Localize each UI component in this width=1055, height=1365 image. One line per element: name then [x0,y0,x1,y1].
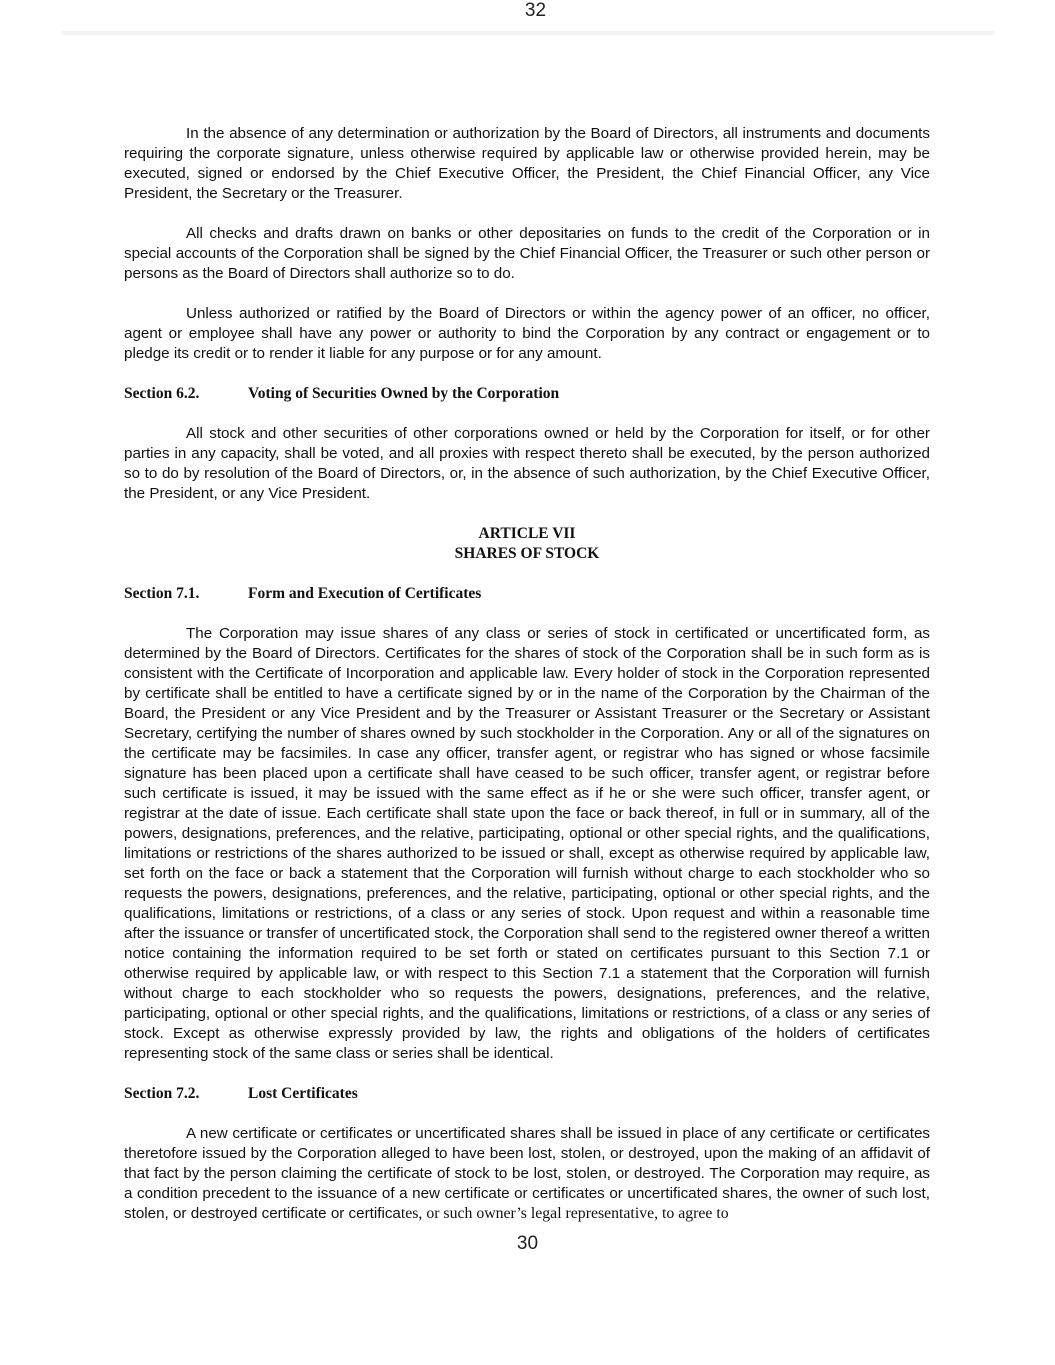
document-body [124,124,930,1244]
paragraph-voting-securities: All stock and other securities of other corporations owned or held by the Corporation for itself, or for other parties in any capacity, shall be voted, and all proxies with respect thereto shall be executed, by the person authorized so to do by resolution of the Board of Directors, or, in the absence of such authorization, by the Chief Executive Officer, the President, or any Vice President. [124,425,930,502]
paragraph-authority: Unless authorized or ratified by the Board of Directors or within the agency power of an officer, no officer, agent or employee shall have any power or authority to bind the Corporation by any contract or engagement or to pledge its credit or to render it liable for any purpose or for any amount. [124,305,930,362]
paragraph-lost-certificates [124,1124,930,1224]
section-heading-7-1 [124,584,930,604]
page-divider [62,31,994,35]
section-heading-7-2 [124,1084,930,1104]
paragraph-text-tail: tes, or such owner’s legal representative, to agree to [400,1205,729,1222]
article-title: SHARES OF STOCK [454,545,600,562]
section-title: Voting of Securities Owned by the Corporation [248,385,560,402]
article-number: ARTICLE VII [478,525,576,542]
paragraph-text: A new certificate or certificates or uncertificated shares shall be issued in place of any certificate or certificates theretofore issued by the Corporation alleged to have been lost, stolen, or destroyed, upon the making of an affidavit of that fact by the person claiming the certificate of stock to be lost, stolen, or destroyed. The Corporation may require, as a condition precedent to the issuance of a new certificate or certificates or uncertificated shares, the owner of such lost, stolen, or destroyed certificate or certifica [124,1125,930,1222]
section-number: Section 7.2. [124,1085,200,1102]
viewer-page-number: 32 [524,0,547,21]
article-heading [124,524,930,564]
paragraph-certificates: The Corporation may issue shares of any class or series of stock in certificated or uncertificated form, as determined by the Board of Directors. Certificates for the shares of stock of the Corporation shall be in such form as is consistent with the Certificate of Incorporation and applicable law. Every holder of stock in the Corporation represented by certificate shall be entitled to have a certificate signed by or in the name of the Corporation by the Chairman of the Board, the President or any Vice President and by the Treasurer or Assistant Treasurer or the Secretary or Assistant Secretary, certifying the number of shares owned by such stockholder in the Corporation. Any or all of the signatures on the certificate may be facsimiles. In case any officer, transfer agent, or registrar who has signed or whose facsimile signature has been placed upon a certificate shall have ceased to be such officer, transfer agent, or registrar before such certificate is issued, it may be issued with the same effect as if he or she were such officer, transfer agent, or registrar at the date of issue. Each certificate shall state upon the face or back thereof, in full or in summary, all of the powers, designations, preferences, and the relative, participating, optional or other special rights, and the qualifications, limitations or restrictions of the shares authorized to be issued or shall, except as otherwise required by applicable law, set forth on the face or back a statement that the Corporation will furnish without charge to each stockholder who so requests the powers, designations, preferences, and the relative, participating, optional or other special rights, and the qualifications, limitations or restrictions, of a class or any series of stock. Upon request and within a reasonable time after the issuance or transfer of uncertificated stock, the Corporation shall send to the registered owner thereof a written notice containing the information required to be set forth or stated on certificates pursuant to this Section 7.1 or otherwise required by applicable law, or with respect to this Section 7.1 a statement that the Corporation will furnish without charge to each stockholder who so requests the powers, designations, preferences, and the relative, participating, optional or other special rights, and the qualifications, limitations or restrictions, of a class or any series of stock. Except as otherwise expressly provided by law, the rights and obligations of the holders of certificates representing stock of the same class or series shall be identical. [124,625,930,1062]
section-title: Lost Certificates [248,1085,358,1102]
section-number: Section 6.2. [124,385,200,402]
section-title: Form and Execution of Certificates [248,585,482,602]
section-number: Section 7.1. [124,585,200,602]
paragraph-checks: All checks and drafts drawn on banks or other depositaries on funds to the credit of the Corporation or in special accounts of the Corporation shall be signed by the Chief Financial Officer, the Treasurer or such other person or persons as the Board of Directors shall authorize so to do. [124,225,930,282]
footer-page-number: 30 [516,1233,539,1254]
section-heading-6-2 [124,384,930,404]
paragraph-instruments: In the absence of any determination or authorization by the Board of Directors, all instruments and documents requiring the corporate signature, unless otherwise required by applicable law or otherwise provided herein, may be executed, signed or endorsed by the Chief Executive Officer, the President, the Chief Financial Officer, any Vice President, the Secretary or the Treasurer. [124,125,930,202]
